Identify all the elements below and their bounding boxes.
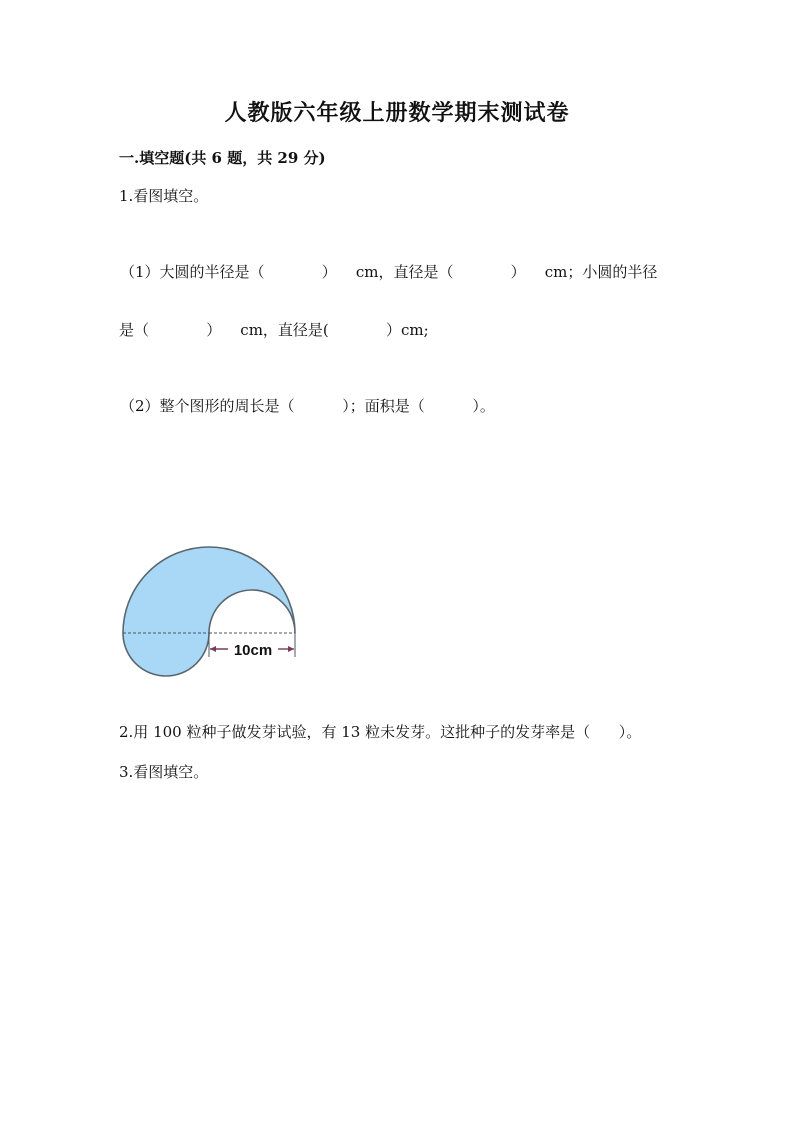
question-3-heading: 3.看图填空。	[119, 763, 209, 781]
question-1-figure	[118, 543, 304, 681]
question-1-part-1-line-1: （1）大圆的半径是（ ） cm，直径是（ ） cm；小圆的半径	[120, 263, 658, 281]
question-1-part-2: （2）整个图形的周长是（ ）；面积是（ ）。	[120, 397, 495, 415]
page-title: 人教版六年级上册数学期末测试卷	[224, 100, 570, 126]
section-heading: 一.填空题(共 6 题，共 29 分)	[119, 149, 326, 167]
arrowhead-left	[210, 646, 216, 652]
arrowhead-right	[288, 646, 294, 652]
question-2: 2.用 100 粒种子做发芽试验，有 13 粒未发芽。这批种子的发芽率是（ ）。	[119, 723, 642, 741]
dimension-label: 10cm	[233, 642, 273, 659]
question-1-part-1-line-2: 是（ ） cm，直径是( ）cm;	[119, 321, 429, 339]
question-1-heading: 1.看图填空。	[119, 187, 209, 205]
